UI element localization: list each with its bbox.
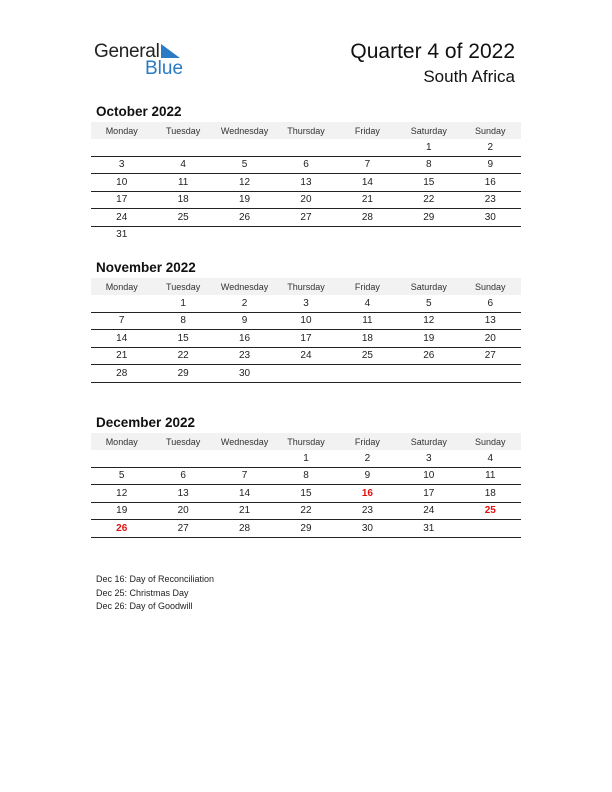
day-cell: 26 <box>214 209 275 227</box>
logo-triangle-icon <box>161 44 180 58</box>
day-cell: 14 <box>91 330 152 348</box>
weekday-header: Friday <box>337 278 398 295</box>
empty-cell <box>91 295 152 312</box>
day-cell: 10 <box>398 467 459 485</box>
weekday-header: Saturday <box>398 433 459 450</box>
day-cell: 21 <box>214 502 275 520</box>
day-cell: 21 <box>91 347 152 365</box>
day-cell: 1 <box>398 139 459 156</box>
day-cell: 5 <box>91 467 152 485</box>
day-cell: 31 <box>116 229 128 241</box>
day-cell: 7 <box>91 312 152 330</box>
day-cell: 8 <box>275 467 336 485</box>
day-cell: 5 <box>398 295 459 312</box>
day-cell: 4 <box>460 450 521 467</box>
month-november <box>91 258 521 383</box>
month-name: October 2022 <box>96 104 182 119</box>
page-title: Quarter 4 of 2022 <box>350 40 515 63</box>
day-cell: 24 <box>275 347 336 365</box>
day-cell: 22 <box>275 502 336 520</box>
weekday-header: Wednesday <box>214 278 275 295</box>
day-cell: 11 <box>152 174 213 192</box>
day-cell: 14 <box>337 174 398 192</box>
day-cell: 11 <box>337 312 398 330</box>
day-cell: 24 <box>398 502 459 520</box>
day-cell: 27 <box>275 209 336 227</box>
week-row <box>91 467 521 485</box>
day-cell: 28 <box>214 520 275 538</box>
day-cell: 18 <box>337 330 398 348</box>
day-cell: 11 <box>460 467 521 485</box>
day-cell: 23 <box>337 502 398 520</box>
weekday-header: Thursday <box>275 278 336 295</box>
holiday-day-cell: 26 <box>91 520 152 538</box>
day-cell: 18 <box>460 485 521 503</box>
week-row <box>91 502 521 520</box>
empty-cell <box>214 139 275 156</box>
empty-cell <box>152 226 213 243</box>
day-cell: 14 <box>214 485 275 503</box>
weekday-header: Saturday <box>398 122 459 139</box>
day-cell: 3 <box>91 156 152 174</box>
empty-cell <box>398 365 459 383</box>
week-row <box>91 209 521 227</box>
day-cell: 29 <box>152 365 213 383</box>
day-cell: 27 <box>460 347 521 365</box>
day-cell: 30 <box>337 520 398 538</box>
week-row <box>91 139 521 156</box>
weekday-header: Tuesday <box>152 278 213 295</box>
week-row <box>91 156 521 174</box>
day-cell: 17 <box>91 191 152 209</box>
weekday-header: Sunday <box>460 278 521 295</box>
day-cell: 16 <box>460 174 521 192</box>
week-row <box>91 295 521 312</box>
empty-cell <box>337 139 398 156</box>
day-cell: 3 <box>398 450 459 467</box>
empty-cell <box>152 139 213 156</box>
day-cell: 2 <box>214 295 275 312</box>
day-cell: 20 <box>152 502 213 520</box>
holiday-day-cell: 25 <box>460 502 521 520</box>
empty-cell <box>275 139 336 156</box>
empty-cell <box>337 365 398 383</box>
weekday-header: Saturday <box>398 278 459 295</box>
day-cell: 28 <box>337 209 398 227</box>
weekday-header: Wednesday <box>214 122 275 139</box>
logo-word-general: General <box>94 41 160 62</box>
weekday-header: Sunday <box>460 433 521 450</box>
week-row <box>91 312 521 330</box>
day-cell: 4 <box>152 156 213 174</box>
day-cell: 30 <box>460 209 521 227</box>
weekday-header-row <box>91 278 521 295</box>
day-cell: 15 <box>275 485 336 503</box>
day-cell: 18 <box>152 191 213 209</box>
day-cell: 15 <box>152 330 213 348</box>
day-cell: 4 <box>337 295 398 312</box>
month-december <box>91 413 521 538</box>
day-cell: 7 <box>214 467 275 485</box>
day-cell: 30 <box>214 365 275 383</box>
day-cell: 21 <box>337 191 398 209</box>
empty-cell <box>91 450 152 467</box>
day-cell: 19 <box>91 502 152 520</box>
month-october <box>91 102 521 243</box>
week-row <box>91 330 521 348</box>
week-row <box>91 174 521 192</box>
weekday-header: Monday <box>91 122 152 139</box>
day-cell: 7 <box>337 156 398 174</box>
day-cell: 9 <box>460 156 521 174</box>
day-cell: 3 <box>275 295 336 312</box>
empty-cell <box>275 226 336 243</box>
day-cell: 6 <box>275 156 336 174</box>
empty-cell <box>398 226 459 243</box>
empty-cell <box>460 226 521 243</box>
day-cell: 8 <box>398 156 459 174</box>
day-cell: 8 <box>152 312 213 330</box>
holiday-note: Dec 26: Day of Goodwill <box>96 601 193 611</box>
day-cell: 12 <box>91 485 152 503</box>
weekday-header: Tuesday <box>152 433 213 450</box>
day-cell: 31 <box>398 520 459 538</box>
day-cell: 2 <box>337 450 398 467</box>
day-cell: 9 <box>337 467 398 485</box>
calendar-table <box>91 278 521 383</box>
holiday-note: Dec 16: Day of Reconciliation <box>96 574 215 584</box>
day-cell: 6 <box>152 467 213 485</box>
day-cell: 2 <box>460 139 521 156</box>
day-cell: 25 <box>337 347 398 365</box>
weekday-header: Wednesday <box>214 433 275 450</box>
weekday-header: Thursday <box>275 433 336 450</box>
calendar-table <box>91 122 521 243</box>
day-cell: 13 <box>460 312 521 330</box>
day-cell: 24 <box>91 209 152 227</box>
empty-cell <box>152 450 213 467</box>
day-cell: 23 <box>460 191 521 209</box>
weekday-header: Friday <box>337 122 398 139</box>
week-row <box>91 520 521 538</box>
calendar-table <box>91 433 521 538</box>
holiday-note: Dec 25: Christmas Day <box>96 587 189 598</box>
weekday-header: Tuesday <box>152 122 213 139</box>
empty-cell <box>460 365 521 383</box>
day-cell: 10 <box>275 312 336 330</box>
week-row <box>91 347 521 365</box>
day-cell: 5 <box>214 156 275 174</box>
day-cell: 19 <box>214 191 275 209</box>
day-cell: 29 <box>275 520 336 538</box>
day-cell: 20 <box>460 330 521 348</box>
day-cell: 19 <box>398 330 459 348</box>
day-cell: 26 <box>398 347 459 365</box>
day-cell: 22 <box>398 191 459 209</box>
day-cell: 29 <box>398 209 459 227</box>
day-cell: 9 <box>214 312 275 330</box>
weekday-header-row <box>91 122 521 139</box>
day-cell: 1 <box>275 450 336 467</box>
day-cell: 25 <box>152 209 213 227</box>
weekday-header: Monday <box>91 433 152 450</box>
holiday-day-cell: 16 <box>337 485 398 503</box>
week-row <box>91 485 521 503</box>
weekday-header-row <box>91 433 521 450</box>
country-name: South Africa <box>423 67 515 86</box>
day-cell: 17 <box>275 330 336 348</box>
weekday-header: Friday <box>337 433 398 450</box>
month-name: November 2022 <box>96 260 196 275</box>
day-cell: 1 <box>152 295 213 312</box>
week-row <box>91 226 521 243</box>
empty-cell <box>460 520 521 538</box>
day-cell: 13 <box>275 174 336 192</box>
weekday-header: Sunday <box>460 122 521 139</box>
day-cell: 12 <box>214 174 275 192</box>
day-cell: 13 <box>152 485 213 503</box>
day-cell: 16 <box>214 330 275 348</box>
day-cell: 17 <box>398 485 459 503</box>
week-row <box>91 450 521 467</box>
empty-cell <box>275 365 336 383</box>
weekday-header: Thursday <box>275 122 336 139</box>
empty-cell <box>91 139 152 156</box>
logo-word-blue: Blue <box>145 58 184 79</box>
logo <box>94 41 194 81</box>
day-cell: 22 <box>152 347 213 365</box>
day-cell: 20 <box>275 191 336 209</box>
holiday-notes <box>96 573 214 614</box>
day-cell: 10 <box>91 174 152 192</box>
day-cell: 28 <box>91 365 152 383</box>
week-row <box>91 365 521 383</box>
empty-cell <box>214 226 275 243</box>
day-cell: 15 <box>398 174 459 192</box>
day-cell: 6 <box>460 295 521 312</box>
empty-cell <box>337 226 398 243</box>
day-cell: 12 <box>398 312 459 330</box>
day-cell: 23 <box>214 347 275 365</box>
empty-cell <box>214 450 275 467</box>
month-name: December 2022 <box>96 415 196 430</box>
day-cell: 27 <box>152 520 213 538</box>
weekday-header: Monday <box>91 278 152 295</box>
week-row <box>91 191 521 209</box>
